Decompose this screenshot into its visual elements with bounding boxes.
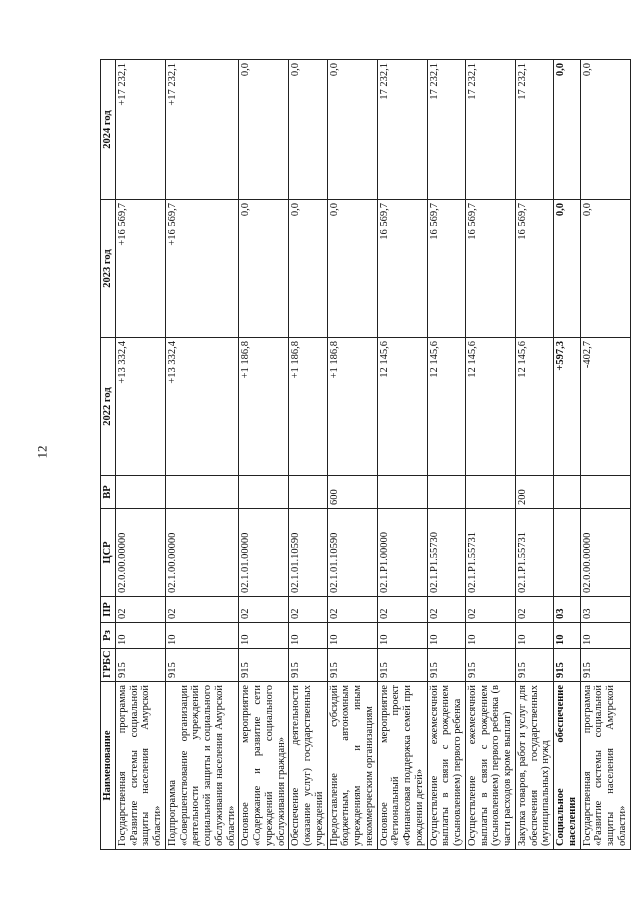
table-row [239, 60, 289, 850]
cell-vr [289, 476, 327, 509]
cell-2023: 16 569,7 [427, 200, 465, 338]
header-rz: Рз [101, 623, 116, 649]
table-row [115, 60, 165, 850]
cell-pr: 02 [115, 597, 165, 623]
cell-grbs: 915 [427, 649, 465, 682]
table-header-row [101, 60, 116, 850]
cell-2023: 16 569,7 [377, 200, 427, 338]
cell-2024: 0,0 [554, 60, 581, 200]
page-number: 12 [34, 445, 50, 459]
cell-rz: 10 [515, 623, 553, 649]
cell-2023: 0,0 [239, 200, 289, 338]
cell-2022: 12 145,6 [427, 338, 465, 476]
cell-vr: 200 [515, 476, 553, 509]
cell-csr: 02.1.P1.55731 [465, 509, 515, 597]
cell-rz: 10 [377, 623, 427, 649]
rotated-table-wrapper [100, 60, 628, 850]
cell-2024: 17 232,1 [515, 60, 553, 200]
cell-pr: 02 [427, 597, 465, 623]
cell-grbs: 915 [377, 649, 427, 682]
header-csr: ЦСР [101, 509, 116, 597]
cell-csr: 02.1.00.00000 [165, 509, 239, 597]
cell-2023: 0,0 [327, 200, 377, 338]
cell-name: Социальное обеспечение населения [554, 682, 581, 850]
cell-name: Подпрограмма «Совершенствование организации деятельности учреждений социальной защиты и социального обслуживания населения Амурской области» [165, 682, 239, 850]
cell-2023: 0,0 [289, 200, 327, 338]
cell-pr: 02 [165, 597, 239, 623]
cell-2022: 12 145,6 [465, 338, 515, 476]
cell-vr [427, 476, 465, 509]
cell-vr [165, 476, 239, 509]
cell-2024: 0,0 [327, 60, 377, 200]
budget-table [100, 59, 631, 850]
cell-2022: -402,7 [580, 338, 630, 476]
cell-pr: 03 [580, 597, 630, 623]
cell-rz: 10 [580, 623, 630, 649]
table-row [377, 60, 427, 850]
header-2022: 2022 год [101, 338, 116, 476]
cell-2022: +1 186,8 [289, 338, 327, 476]
cell-grbs: 915 [554, 649, 581, 682]
cell-csr: 02.1.01.00000 [239, 509, 289, 597]
cell-2023: 0,0 [554, 200, 581, 338]
cell-2022: +1 186,8 [239, 338, 289, 476]
cell-vr [377, 476, 427, 509]
cell-2024: 0,0 [580, 60, 630, 200]
cell-csr: 02.1.P1.55730 [427, 509, 465, 597]
cell-name: Государственная программа «Развитие системы социальной защиты населения Амурской области» [580, 682, 630, 850]
cell-grbs: 915 [289, 649, 327, 682]
header-pr: ПР [101, 597, 116, 623]
cell-name: Государственная программа «Развитие системы социальной защиты населения Амурской области» [115, 682, 165, 850]
cell-grbs: 915 [239, 649, 289, 682]
cell-csr [554, 509, 581, 597]
cell-name: Осуществление ежемесячной выплаты в связи с рождением (усыновлением) первого ребенка [427, 682, 465, 850]
cell-rz: 10 [289, 623, 327, 649]
header-name: Наименование [101, 682, 116, 850]
cell-2024: +17 232,1 [115, 60, 165, 200]
cell-2024: +17 232,1 [165, 60, 239, 200]
cell-2024: 17 232,1 [465, 60, 515, 200]
cell-vr [239, 476, 289, 509]
cell-grbs: 915 [115, 649, 165, 682]
cell-csr: 02.0.00.00000 [580, 509, 630, 597]
cell-name: Обеспечение деятельности (оказание услуг) государственных учреждений [289, 682, 327, 850]
cell-name: Основное мероприятие «Региональный проект «Финансовая поддержка семей при рождении детей» [377, 682, 427, 850]
cell-csr: 02.1.P1.00000 [377, 509, 427, 597]
cell-vr [465, 476, 515, 509]
cell-2024: 0,0 [239, 60, 289, 200]
cell-csr: 02.1.P1.55731 [515, 509, 553, 597]
cell-2024: 17 232,1 [377, 60, 427, 200]
cell-vr [115, 476, 165, 509]
cell-name: Предоставление субсидий бюджетным, автономным учреждениям и иным некоммерческим организациям [327, 682, 377, 850]
cell-rz: 10 [465, 623, 515, 649]
cell-vr [554, 476, 581, 509]
cell-2022: +13 332,4 [115, 338, 165, 476]
cell-vr: 600 [327, 476, 377, 509]
cell-vr [580, 476, 630, 509]
cell-2023: +16 569,7 [165, 200, 239, 338]
cell-rz: 10 [115, 623, 165, 649]
cell-grbs: 915 [515, 649, 553, 682]
cell-2022: 12 145,6 [515, 338, 553, 476]
header-2023: 2023 год [101, 200, 116, 338]
cell-2022: 12 145,6 [377, 338, 427, 476]
table-row [515, 60, 553, 850]
cell-pr: 02 [377, 597, 427, 623]
cell-2022: +597,3 [554, 338, 581, 476]
cell-csr: 02.1.01.10590 [289, 509, 327, 597]
cell-pr: 02 [289, 597, 327, 623]
cell-rz: 10 [327, 623, 377, 649]
header-vr: ВР [101, 476, 116, 509]
table-row [465, 60, 515, 850]
cell-csr: 02.0.00.00000 [115, 509, 165, 597]
cell-csr: 02.1.01.10590 [327, 509, 377, 597]
table-row [289, 60, 327, 850]
cell-rz: 10 [239, 623, 289, 649]
table-row [580, 60, 630, 850]
cell-grbs: 915 [465, 649, 515, 682]
cell-name: Закупка товаров, работ и услуг для обеспечения государственных (муниципальных) нужд [515, 682, 553, 850]
cell-2023: 16 569,7 [515, 200, 553, 338]
cell-grbs: 915 [165, 649, 239, 682]
cell-grbs: 915 [327, 649, 377, 682]
cell-2024: 0,0 [289, 60, 327, 200]
cell-rz: 10 [554, 623, 581, 649]
cell-pr: 02 [515, 597, 553, 623]
cell-pr: 02 [465, 597, 515, 623]
table-row-section-total [554, 60, 581, 850]
cell-pr: 02 [239, 597, 289, 623]
cell-pr: 02 [327, 597, 377, 623]
cell-2023: 16 569,7 [465, 200, 515, 338]
table-row [327, 60, 377, 850]
cell-pr: 03 [554, 597, 581, 623]
cell-2022: +1 186,8 [327, 338, 377, 476]
cell-rz: 10 [165, 623, 239, 649]
cell-2024: 17 232,1 [427, 60, 465, 200]
cell-2023: +16 569,7 [115, 200, 165, 338]
cell-grbs: 915 [580, 649, 630, 682]
cell-rz: 10 [427, 623, 465, 649]
header-grbs: ГРБС [101, 649, 116, 682]
table-row [427, 60, 465, 850]
cell-2023: 0,0 [580, 200, 630, 338]
table-row [165, 60, 239, 850]
cell-name: Осуществление ежемесячной выплаты в связи с рождением (усыновлением) первого ребенка (в части расходов кроме выплат) [465, 682, 515, 850]
cell-name: Основное мероприятие «Содержание и развитие сети учреждений социального обслуживания граждан» [239, 682, 289, 850]
header-2024: 2024 год [101, 60, 116, 200]
cell-2022: +13 332,4 [165, 338, 239, 476]
